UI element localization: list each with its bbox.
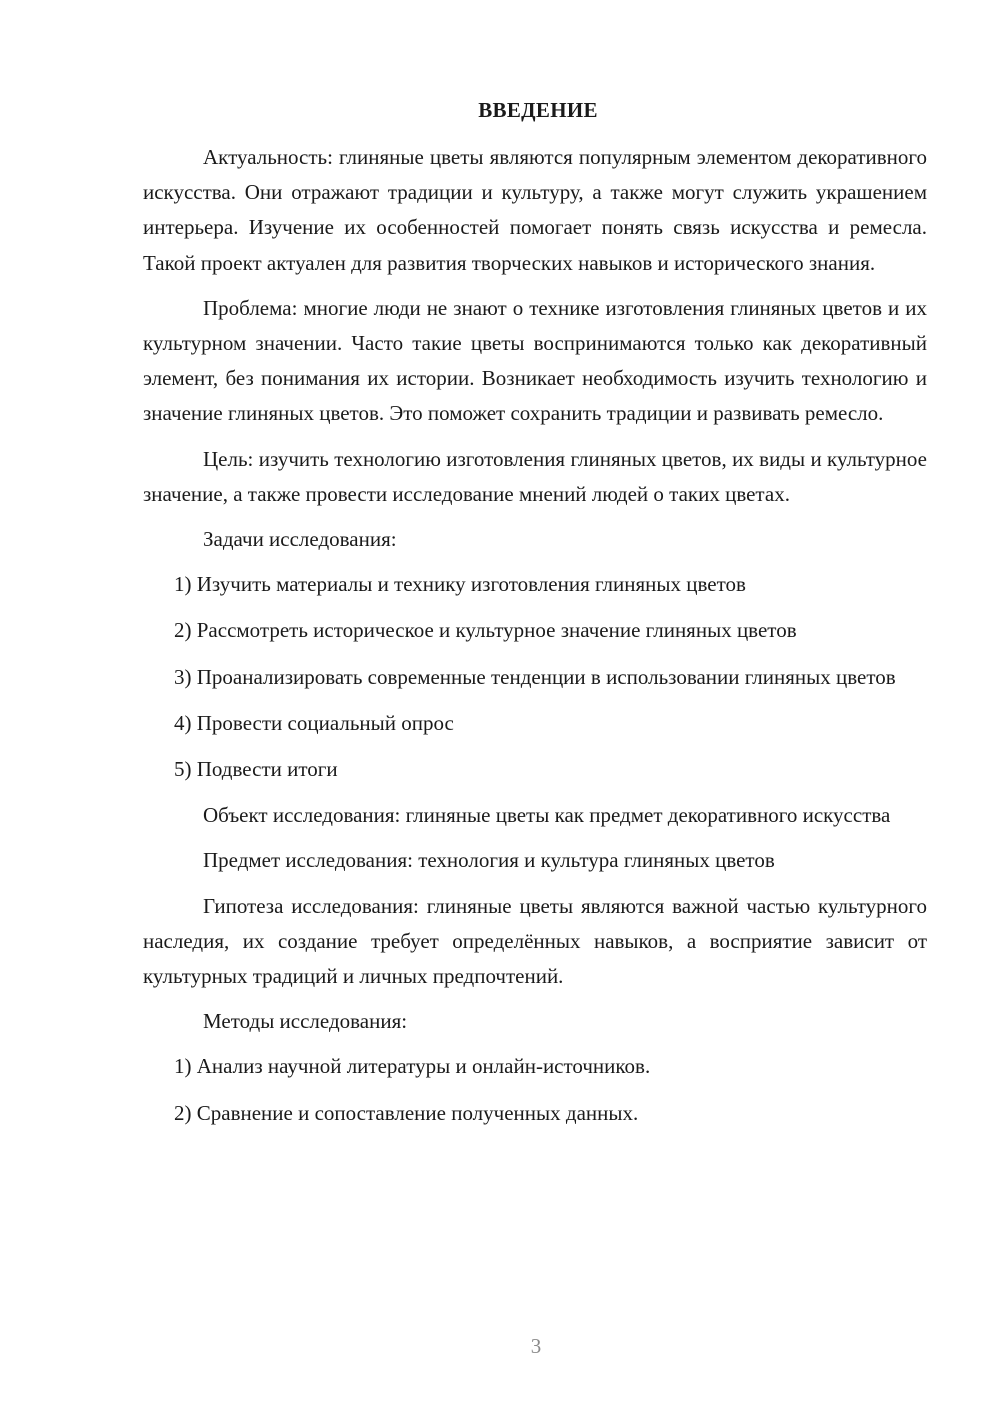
page-number: 3 [530,1334,542,1358]
task-item: 4) Провести социальный опрос [174,710,454,735]
document-page [143,92,927,1142]
problem-paragraph: Проблема: многие люди не знают о технике изготовления глиняных цветов и их культурном значении. Часто такие цветы воспринимаются только как декоративный элемент, без понимания их истории. Возникает необходимость изучить технологию и значение глиняных цветов. Это поможет сохранить традиции и развивать ремесло. [143,295,927,426]
tasks-heading: Задачи исследования: [203,527,397,552]
document-title: ВВЕДЕНИЕ [478,98,598,122]
task-item: 2) Рассмотреть историческое и культурное значение глиняных цветов [174,618,797,643]
task-item: 5) Подвести итоги [174,757,338,782]
object-paragraph: Объект исследования: глиняные цветы как предмет декоративного искусства [203,803,891,828]
goal-paragraph: Цель: изучить технологию изготовления глиняных цветов, их виды и культурное значение, а также провести исследование мнений людей о таких цветах. [143,446,927,506]
task-item: 1) Изучить материалы и технику изготовления глиняных цветов [174,572,746,597]
relevance-paragraph: Актуальность: глиняные цветы являются популярным элементом декоративного искусства. Они отражают традиции и культуру, а также могут служить украшением интерьера. Изучение их особенностей помогает понять связь искусства и ремесла. Такой проект актуален для развития творческих навыков и исторического знания. [143,145,927,275]
hypothesis-paragraph: Гипотеза исследования: глиняные цветы являются важной частью культурного наследия, их создание требует определённых навыков, а восприятие зависит от культурных традиций и личных предпочтений. [143,893,927,989]
method-item: 1) Анализ научной литературы и онлайн-источников. [174,1054,651,1079]
task-item: 3) Проанализировать современные тенденции в использовании глиняных цветов [174,664,896,689]
method-item: 2) Сравнение и сопоставление полученных данных. [174,1100,639,1125]
methods-heading: Методы исследования: [203,1009,408,1034]
subject-paragraph: Предмет исследования: технология и культура глиняных цветов [203,848,775,873]
